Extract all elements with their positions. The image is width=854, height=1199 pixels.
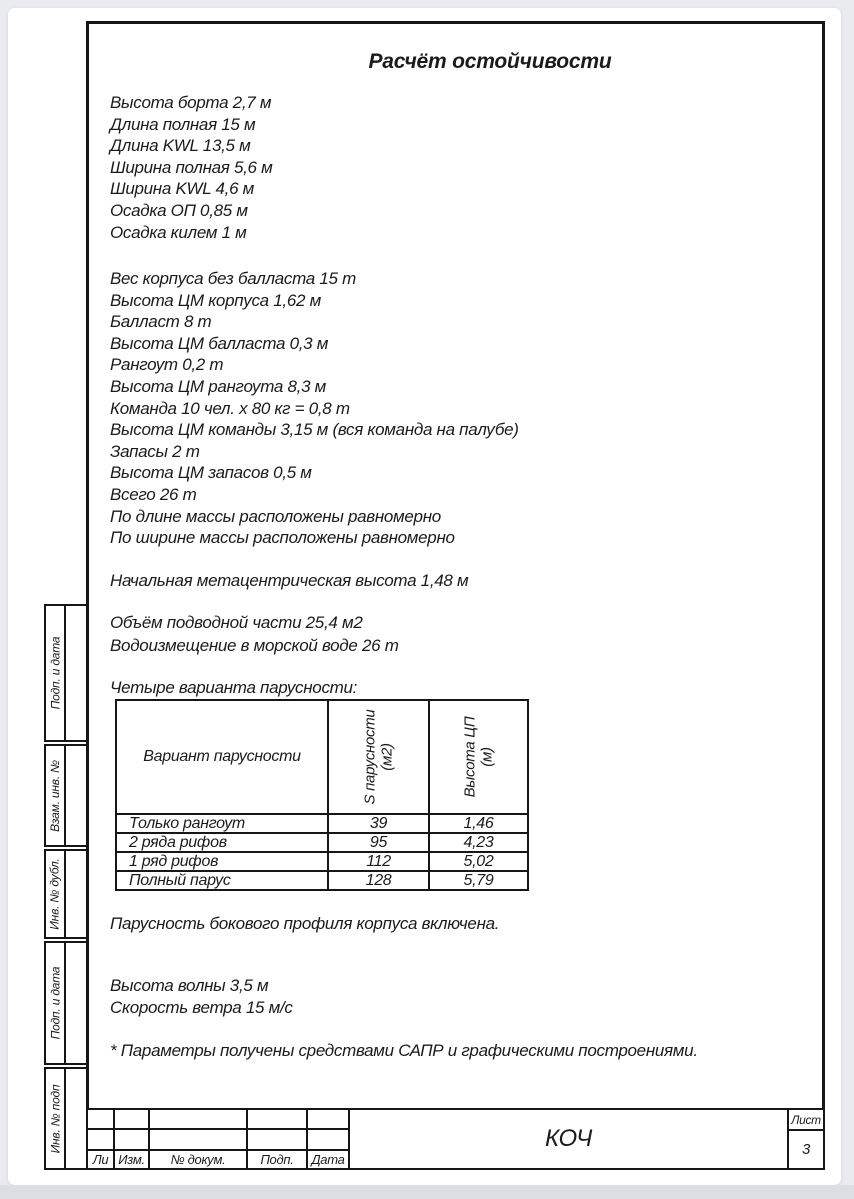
revision-grid-cell (246, 1128, 308, 1151)
stamp-blank-cell (64, 1067, 88, 1170)
revision-grid-cell (246, 1108, 308, 1130)
stamp-blank-cell (64, 744, 88, 847)
column-header-li: Ли (86, 1149, 115, 1170)
load-parameters-block (110, 268, 519, 549)
text-line: Команда 10 чел. х 80 кг = 0,8 т (110, 398, 350, 418)
text-line: Запасы 2 т (110, 441, 200, 461)
variant-cell: Только рангоут (116, 814, 328, 833)
table-header-row (116, 700, 528, 814)
text-line: Высота волны 3,5 м (110, 976, 269, 995)
table-row (116, 871, 528, 890)
stamp-label-podp-i-data-1: Подп. и дата (44, 604, 66, 742)
column-header-izm: Изм. (113, 1149, 150, 1170)
text-line: Длина полная 15 м (110, 114, 256, 134)
text-line: Всего 26 т (110, 484, 197, 504)
height-cell: 4,23 (429, 833, 528, 852)
text-line: Объём подводной части 25,4 м2 (110, 613, 363, 632)
sail-note-line: Парусность бокового профиля корпуса включена. (110, 914, 500, 933)
text-line: Балласт 8 т (110, 312, 212, 332)
revision-grid-cell (113, 1128, 150, 1151)
area-cell: 112 (328, 852, 429, 871)
text-line: Ширина полная 5,6 м (110, 157, 273, 177)
document-name-cell: КОЧ (348, 1108, 789, 1170)
sail-area-unit-text: (м2) (378, 743, 396, 771)
column-header-podp: Подп. (246, 1149, 308, 1170)
revision-grid-cell (306, 1128, 350, 1151)
variant-cell: Полный парус (116, 871, 328, 890)
table-row (116, 833, 528, 852)
conditions-block (110, 975, 293, 1018)
viewer-bottom-strip (0, 1185, 854, 1199)
revision-grid-cell (148, 1128, 248, 1151)
sail-area-header-text: S парусности (361, 709, 379, 805)
sheet-label-cell: Лист (787, 1108, 825, 1131)
text-line: Вес корпуса без балласта 15 т (110, 269, 356, 288)
area-cell: 95 (328, 833, 429, 852)
sail-area-column-header (328, 700, 429, 814)
sheet-number-cell: 3 (787, 1129, 825, 1170)
text-line: Водоизмещение в морской воде 26 т (110, 635, 399, 655)
text-line: Высота ЦМ рангоута 8,3 м (110, 376, 326, 396)
footnote-line: * Параметры получены средствами САПР и графическими построениями. (110, 1041, 698, 1060)
text-line: Высота ЦМ команды 3,15 м (вся команда на палубе) (110, 420, 519, 440)
page-title: Расчёт остойчивости (368, 50, 612, 73)
text-line: Высота ЦМ запасов 0,5 м (110, 463, 312, 483)
revision-grid-cell (148, 1108, 248, 1130)
area-cell: 128 (328, 871, 429, 890)
revision-grid-cell (86, 1128, 115, 1151)
cp-height-header-text: Высота ЦП (461, 716, 479, 798)
column-header-data: Дата (306, 1149, 350, 1170)
variant-cell: 1 ряд рифов (116, 852, 328, 871)
text-line: Высота борта 2,7 м (110, 93, 272, 112)
height-cell: 5,79 (429, 871, 528, 890)
text-line: Скорость ветра 15 м/с (110, 997, 293, 1017)
sail-variants-intro-line: Четыре варианта парусности: (110, 678, 358, 697)
variant-cell: 2 ряда рифов (116, 833, 328, 852)
displacement-block (110, 612, 399, 657)
stamp-label-inv-podp: Инв. № подп (44, 1067, 66, 1170)
revision-grid-cell (113, 1108, 150, 1130)
text-line: Осадка килем 1 м (110, 222, 247, 242)
stamp-label-inv-dubl: Инв. № дубл. (44, 849, 66, 939)
text-line: Длина KWL 13,5 м (110, 136, 251, 156)
metacentric-height-line: Начальная метацентрическая высота 1,48 м (110, 571, 469, 590)
revision-grid-cell (86, 1108, 115, 1130)
table-row (116, 814, 528, 833)
text-line: Ширина KWL 4,6 м (110, 179, 255, 199)
text-line: По ширине массы расположены равномерно (110, 528, 455, 548)
variant-column-header: Вариант парусности (116, 700, 328, 814)
text-line: Высота ЦМ балласта 0,3 м (110, 333, 329, 353)
text-line: Осадка ОП 0,85 м (110, 200, 248, 220)
height-cell: 5,02 (429, 852, 528, 871)
column-header-dokum: № докум. (148, 1149, 248, 1170)
text-line: По длине массы расположены равномерно (110, 506, 441, 526)
stamp-blank-cell (64, 604, 88, 742)
stamp-label-podp-i-data-2: Подп. и дата (44, 941, 66, 1065)
sail-variants-table (115, 699, 529, 891)
table-row (116, 852, 528, 871)
text-line: Рангоут 0,2 т (110, 355, 224, 375)
hull-parameters-block (110, 92, 273, 243)
area-cell: 39 (328, 814, 429, 833)
cp-height-column-header (429, 700, 528, 814)
text-line: Высота ЦМ корпуса 1,62 м (110, 290, 321, 310)
height-cell: 1,46 (429, 814, 528, 833)
cp-height-unit-text: (м) (478, 747, 496, 767)
stamp-blank-cell (64, 849, 88, 939)
revision-grid-cell (306, 1108, 350, 1130)
stamp-label-vzam-inv: Взам. инв. № (44, 744, 66, 847)
stamp-blank-cell (64, 941, 88, 1065)
